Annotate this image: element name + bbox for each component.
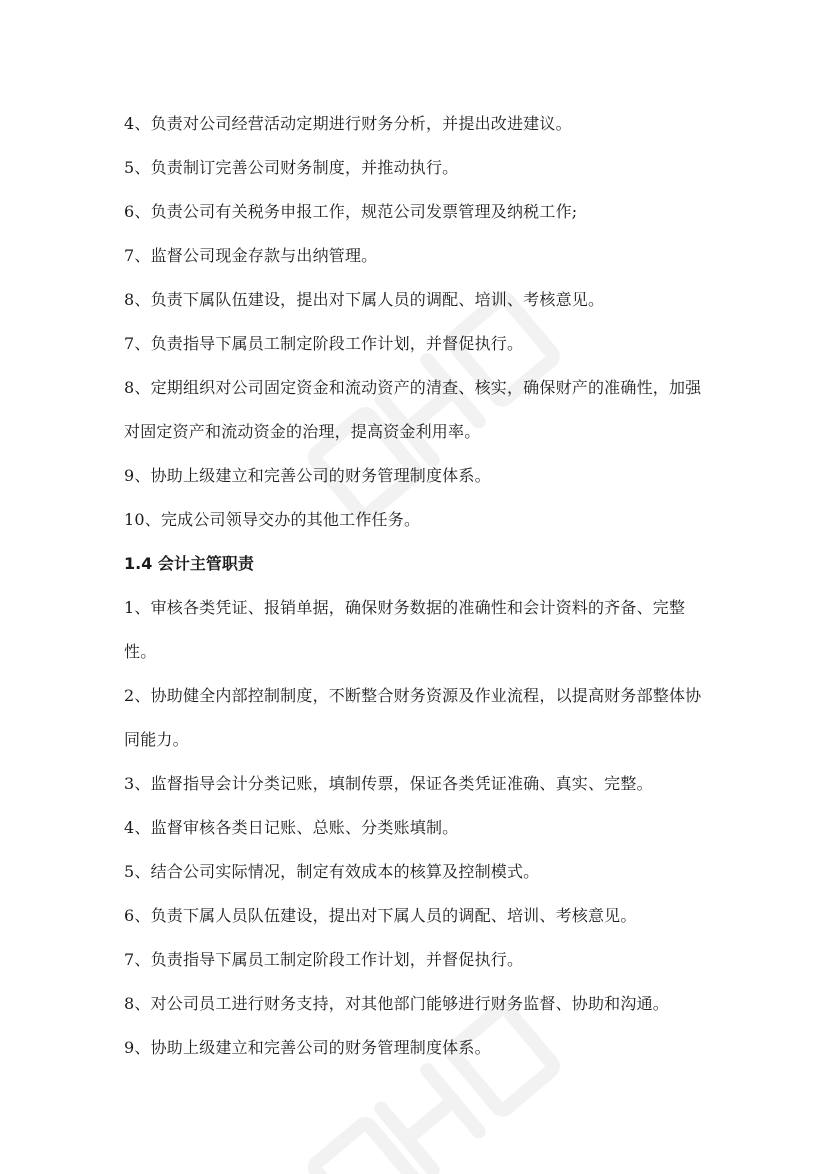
paragraph: 6、负责下属人员队伍建设，提出对下属人员的调配、培训、考核意见。	[124, 906, 637, 925]
document-body	[124, 102, 710, 1070]
section-heading: 1.4 会计主管职责	[124, 554, 254, 573]
paragraph: 4、监督审核各类日记账、总账、分类账填制。	[124, 818, 459, 837]
paragraph: 3、监督指导会计分类记账，填制传票，保证各类凭证准确、真实、完整。	[124, 774, 653, 793]
paragraph: 10、完成公司领导交办的其他工作任务。	[124, 510, 421, 529]
paragraph: 9、协助上级建立和完善公司的财务管理制度体系。	[124, 1038, 491, 1057]
paragraph: 7、负责指导下属员工制定阶段工作计划，并督促执行。	[124, 334, 524, 353]
paragraph: 1、审核各类凭证、报销单据，确保财务数据的准确性和会计资料的齐备、完整性。	[124, 598, 686, 661]
paragraph: 8、对公司员工进行财务支持，对其他部门能够进行财务监督、协助和沟通。	[124, 994, 669, 1013]
paragraph: 7、负责指导下属员工制定阶段工作计划，并督促执行。	[124, 950, 524, 969]
paragraph: 2、协助健全内部控制制度，不断整合财务资源及作业流程，以提高财务部整体协同能力。	[124, 686, 702, 749]
paragraph: 8、负责下属队伍建设，提出对下属人员的调配、培训、考核意见。	[124, 290, 605, 309]
paragraph: 4、负责对公司经营活动定期进行财务分析，并提出改进建议。	[124, 114, 572, 133]
paragraph: 6、负责公司有关税务申报工作，规范公司发票管理及纳税工作;	[124, 202, 578, 221]
paragraph: 7、监督公司现金存款与出纳管理。	[124, 246, 378, 265]
paragraph: 8、定期组织对公司固定资金和流动资产的清查、核实，确保财产的准确性，加强对固定资产和流动资金的治理，提高资金利用率。	[124, 378, 702, 441]
paragraph: 9、协助上级建立和完善公司的财务管理制度体系。	[124, 466, 491, 485]
paragraph: 5、结合公司实际情况，制定有效成本的核算及控制模式。	[124, 862, 540, 881]
paragraph: 5、负责制订完善公司财务制度，并推动执行。	[124, 158, 459, 177]
